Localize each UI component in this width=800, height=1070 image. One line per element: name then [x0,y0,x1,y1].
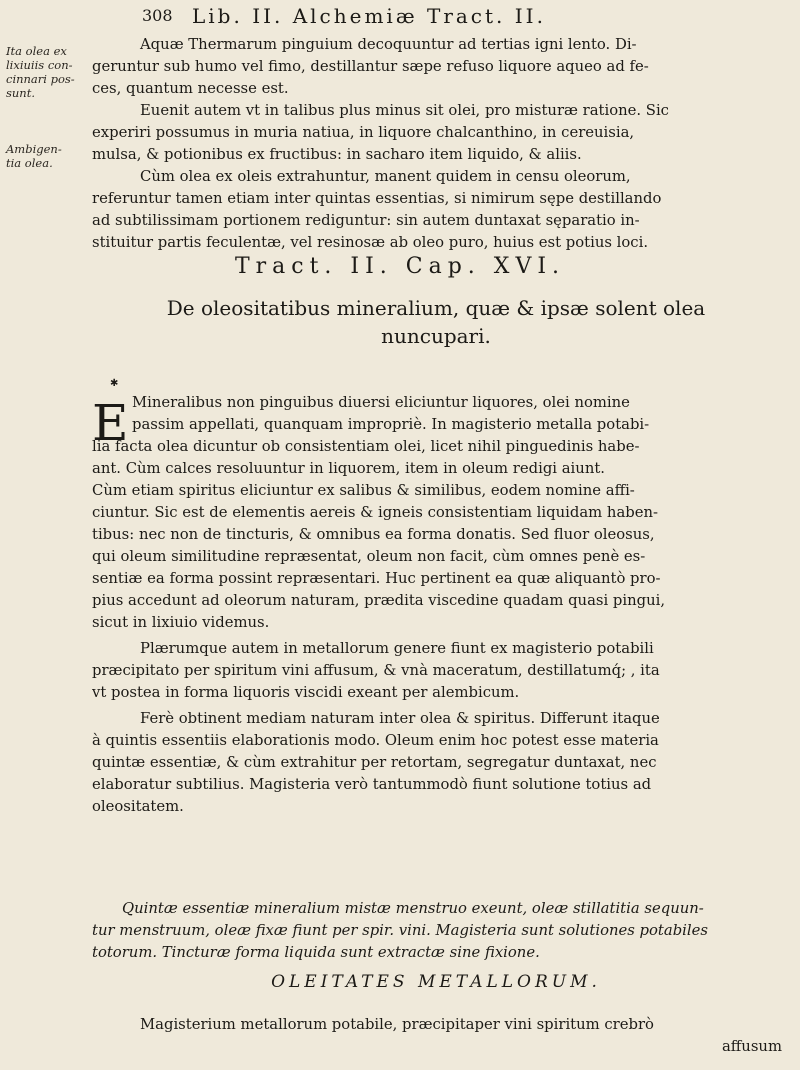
subtitle-line: De oleositatibus mineralium, quæ & ipsæ solent olea [166,296,706,320]
final-paragraph [92,1014,780,1036]
paragraph-1 [92,34,780,254]
text-line: quintæ essentiæ, & cùm extrahitur per retortam, segregatur duntaxat, nec [92,754,657,771]
catchword: affusum [721,1038,782,1055]
text-line: experiri possumus in muria natiua, in liquore chalcanthino, in cereuisia, [92,124,635,141]
text-line: mulsa, & potionibus ex fructibus: in sacharo item liquido, & aliis. [92,146,582,163]
page-number: 308 [142,6,173,25]
text-line: passim appellati, quanquam impropriè. In magisterio metalla potabi- [132,416,650,433]
summary-italic [92,898,780,964]
text-line: elaboratur subtilius. Magisteria verò tantummodò fiunt solutione totius ad [92,776,652,793]
text-line: stituitur partis feculentæ, vel resinosæ ab oleo puro, huius est potius loci. [92,234,649,251]
text-line: lia facta olea dicuntur ob consistentiam olei, licet nihil pinguedinis habe- [92,438,640,455]
text-line: Quintæ essentiæ mineralium mistæ menstruo exeunt, oleæ stillatitia sequun- [122,900,704,917]
text-line: Ferè obtinent mediam naturam inter olea & spiritus. Differunt itaque [140,710,660,727]
chapter-subtitle [92,294,780,350]
text-line: oleositatem. [92,798,184,815]
drop-cap: E [92,394,129,452]
text-line: Mineralibus non pinguibus diuersi eliciuntur liquores, olei nomine [132,394,630,411]
ornament-mark: ✱ [110,378,119,389]
margin-note-line: tia olea. [6,156,53,170]
text-line: Plærumque autem in metallorum genere fiunt ex magisterio potabili [140,640,654,657]
text-line: ces, quantum necesse est. [92,80,289,97]
paragraph-2 [92,392,780,634]
text-line: qui oleum similitudine repræsentat, oleum non facit, cùm omnes penè es- [92,548,646,565]
margin-note-line: lixiuiis con- [6,58,73,72]
text-line: Euenit autem vt in talibus plus minus sit olei, pro misturæ ratione. Sic [140,102,669,119]
section-heading-oleitates: OLEITATES METALLORUM. [271,972,601,992]
text-line: Cùm etiam spiritus eliciuntur ex salibus & similibus, eodem nomine affi- [92,482,635,499]
text-line: referuntur tamen etiam inter quintas essentias, si nimirum sępe destillando [92,190,662,207]
margin-note-ambigentia-olea [6,142,92,170]
text-line: Cùm olea ex oleis extrahuntur, manent quidem in censu oleorum, [140,168,631,185]
text-line: præcipitato per spiritum vini affusum, & vnà maceratum, destillatumq́; , ita [92,662,660,679]
margin-note-olea-ex-lixiuiis [6,44,92,100]
running-title: Lib. II. Alchemiæ Tract. II. [192,4,546,28]
margin-note-line: sunt. [6,86,35,100]
text-line: ant. Cùm calces resoluuntur in liquorem, item in oleum redigi aiunt. [92,460,605,477]
text-line: totorum. Tincturæ forma liquida sunt extractæ sine fixione. [92,944,540,961]
text-line: pius accedunt ad oleorum naturam, prædita viscedine quadam quasi pingui, [92,592,666,609]
text-line: vt postea in forma liquoris viscidi exeant per alembicum. [92,684,520,701]
text-line: tur menstruum, oleæ fixæ fiunt per spir. vini. Magisteria sunt solutiones potabiles [92,922,708,939]
text-line: tibus: nec non de tincturis, & omnibus ea forma donatis. Sed fluor oleosus, [92,526,655,543]
text-line: sicut in lixiuio videmus. [92,614,270,631]
margin-note-line: cinnari pos- [6,72,75,86]
text-line: geruntur sub humo vel fimo, destillantur sæpe refuso liquore aqueo ad fe- [92,58,649,75]
text-line: Magisterium metallorum potabile, præcipitaper vini spiritum crebrò [140,1016,654,1033]
text-line: Aquæ Thermarum pinguium decoquuntur ad tertias igni lento. Di- [140,36,637,53]
paragraph-3 [92,638,780,704]
paragraph-4 [92,708,780,818]
page-header [142,4,762,32]
text-line: à quintis essentiis elaborationis modo. Oleum enim hoc potest esse materia [92,732,659,749]
margin-note-line: Ambigen- [6,142,62,156]
text-line: sentiæ ea forma possint repræsentari. Huc pertinent ea quæ aliquantò pro- [92,570,661,587]
subtitle-line: nuncupari. [381,324,491,348]
margin-note-line: Ita olea ex [6,44,67,58]
chapter-heading: Tract. II. Cap. XVI. [234,254,566,279]
text-line: ad subtilissimam portionem rediguntur: sin autem duntaxat sęparatio in- [92,212,640,229]
text-line: ciuntur. Sic est de elementis aereis & igneis consistentiam liquidam haben- [92,504,659,521]
